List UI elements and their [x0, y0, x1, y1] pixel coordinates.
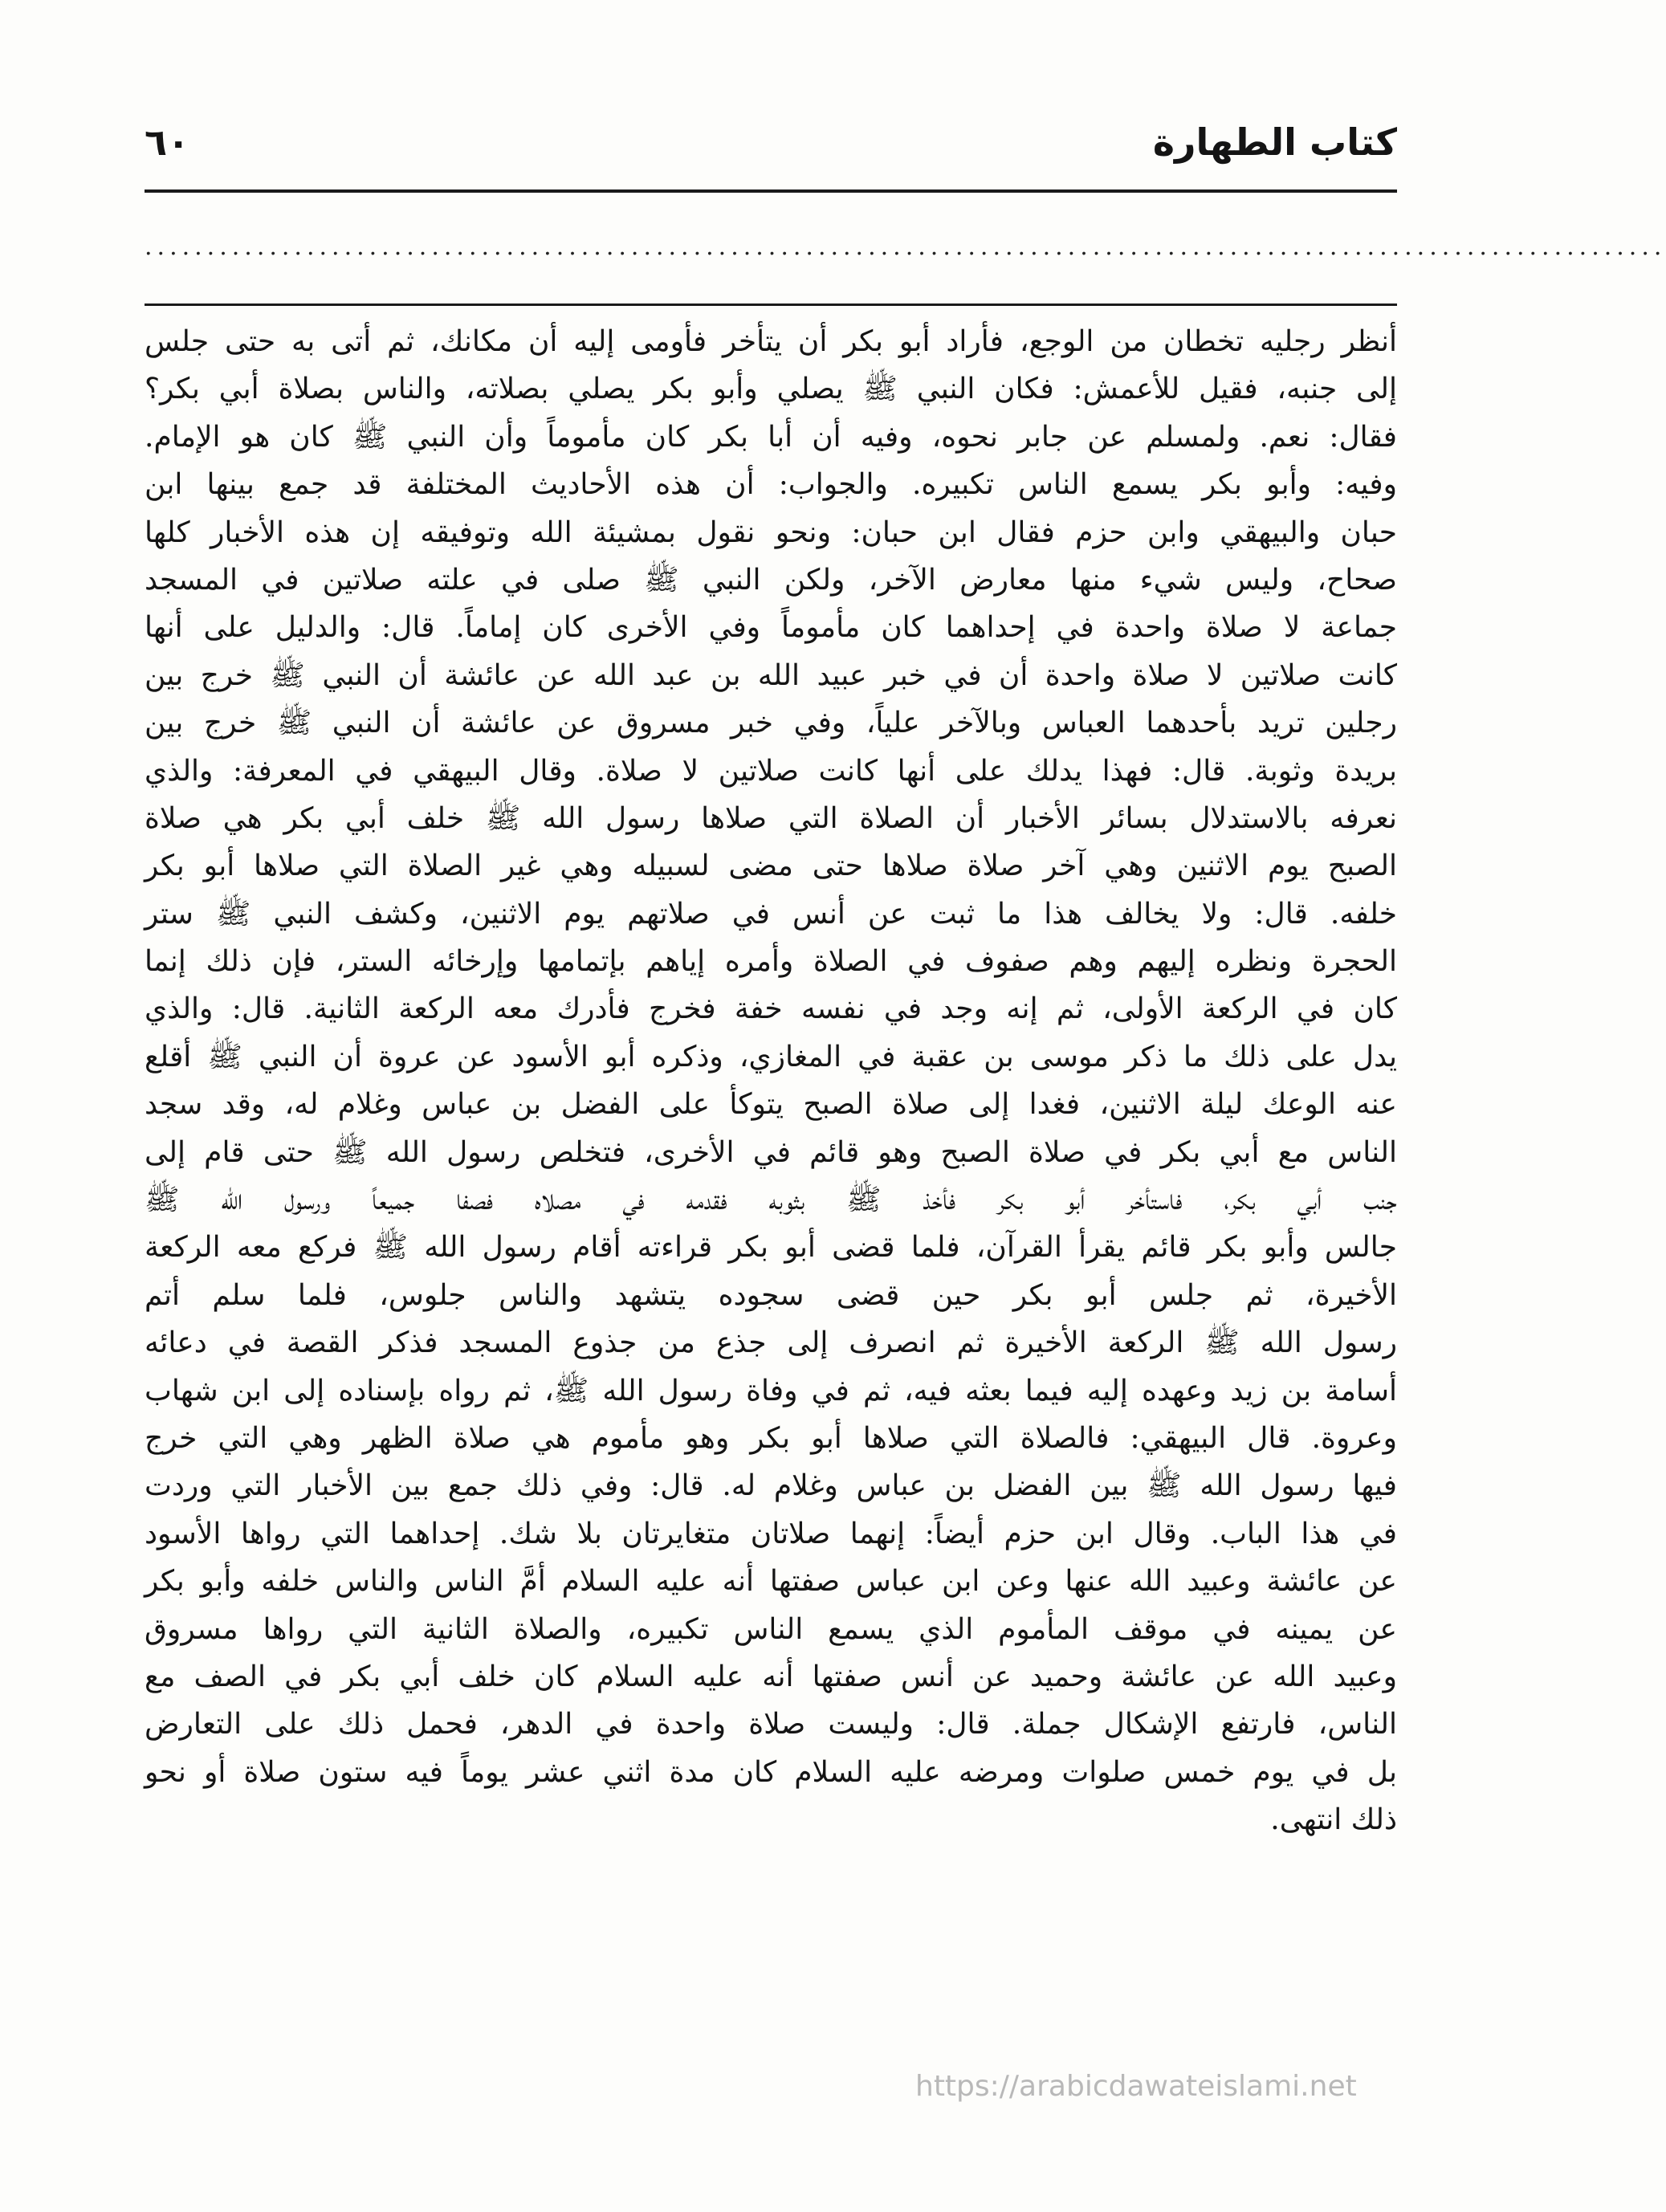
text-line: الأخيرة، ثم جلس أبو بكر حين قضى سجوده يتشهد والناس جلوس، فلما سلم أتم [145, 1278, 1397, 1312]
text-line: إلى جنبه، فقيل للأعمش: فكان النبي ﷺ يصلي وأبو بكر يصلي بصلاته، والناس بصلاة أبي بكر؟ [145, 373, 1397, 406]
text-line: الناس مع أبي بكر في صلاة الصبح وهو قائم في الأخرى، فتخلص رسول الله ﷺ حتى قام إلى [145, 1135, 1397, 1169]
text-line: جماعة لا صلاة واحدة في إحداهما كان مأموماً وفي الأخرى كان إماماً. قال: والدليل على أنها [145, 611, 1397, 645]
text-line: رجلين تريد بأحدهما العباس وبالآخر علياً، وفي خبر مسروق عن عائشة أن النبي ﷺ خرج بين [145, 707, 1397, 740]
text-line: جالس وأبو بكر قائم يقرأ القرآن، فلما قضى أبو بكر قراءته أقام رسول الله ﷺ فركع معه الركعة [145, 1231, 1397, 1265]
text-line: حبان والبيهقي وابن حزم فقال ابن حبان: ونحو نقول بمشيئة الله وتوفيقه إن هذه الأخبار كلها [145, 515, 1397, 549]
text-line: عن عائشة وعبيد الله عنها وعن ابن عباس صفتها أنه عليه السلام أمَّ الناس والناس خلفه وأبو بكر [145, 1565, 1397, 1599]
text-line: كان في الركعة الأولى، ثم إنه وجد في نفسه خفة فخرج فأدرك معه الركعة الثانية. قال: والذي [145, 992, 1397, 1026]
chapter-title: كتاب الطهارة [1152, 120, 1397, 164]
text-line: الحجرة ونظره إليهم وهم صفوف في الصلاة وأمره إياهم بإتمامها وإرخائه الستر، فإن ذلك إنما [145, 945, 1397, 979]
body-text [145, 318, 1397, 1844]
text-line: بل في يوم خمس صلوات ومرضه عليه السلام كان مدة اثني عشر يوماً فيه ستون صلاة أو نحو [145, 1755, 1397, 1789]
text-line: أنظر رجليه تخطان من الوجع، فأراد أبو بكر أن يتأخر فأومى إليه أن مكانك، ثم أتى به حتى جلس [145, 325, 1397, 358]
text-line: رسول الله ﷺ الركعة الأخيرة ثم انصرف إلى جذع من جذوع المسجد فذكر القصة في دعائه [145, 1326, 1397, 1360]
text-line: الناس، فارتفع الإشكال جملة. قال: وليست صلاة واحدة في الدهر، فحمل ذلك على التعارض [145, 1708, 1397, 1741]
text-line: الصبح يوم الاثنين وهي آخر صلاة صلاها حتى مضى لسبيله وهي غير الصلاة التي صلاها أبو بكر [145, 849, 1397, 883]
section-rule [145, 303, 1397, 306]
text-line: أسامة بن زيد وعهده إليه فيما بعثه فيه، ثم في وفاة رسول الله ﷺ، ثم رواه بإسناده إلى ابن شهاب [145, 1374, 1397, 1407]
header-rule [145, 189, 1397, 193]
text-line: صحاح، وليس شيء منها معارض الآخر، ولكن النبي ﷺ صلى في علته صلاتين في المسجد [145, 563, 1397, 597]
text-line: فقال: نعم. ولمسلم عن جابر نحوه، وفيه أن أبا بكر كان مأموماً وأن النبي ﷺ كان هو الإمام. [145, 420, 1397, 454]
text-line: في هذا الباب. وقال ابن حزم أيضاً: إنهما صلاتان متغايرتان بلا شك. إحداهما التي رواها الأسود [145, 1517, 1397, 1550]
text-line: عن يمينه في موقف المأموم الذي يسمع الناس تكبيره، والصلاة الثانية التي رواها مسروق [145, 1612, 1397, 1646]
page-header [145, 120, 1397, 185]
text-line: فيها رسول الله ﷺ بين الفضل بن عباس وغلام له. قال: وفي ذلك جمع بين الأخبار التي وردت [145, 1469, 1397, 1503]
text-line: يدل على ذلك ما ذكر موسى بن عقبة في المغازي، وذكره أبو الأسود عن عروة أن النبي ﷺ أقلع [145, 1040, 1397, 1073]
dotted-separator: .......................................................................................................................... [145, 233, 1666, 261]
text-line: بريدة وثوبة. قال: فهذا يدلك على أنها كانت صلاتين لا صلاة. وقال البيهقي في المعرفة: والذي [145, 754, 1397, 788]
text-line: عنه الوعك ليلة الاثنين، فغدا إلى صلاة الصبح يتوكأ على الفضل بن عباس وغلام له، وقد سجد [145, 1088, 1397, 1122]
text-line: وعبيد الله عن عائشة وحميد عن أنس صفتها أنه عليه السلام كان خلف أبي بكر في الصف مع [145, 1660, 1397, 1693]
text-line: جنب أبي بكر، فاستأخر أبو بكر فأخذ ﷺ بثوبه فقدمه في مصلاه فصفا جميعاً ورسول الله ﷺ [145, 1183, 1397, 1217]
text-line: نعرفه بالاستدلال بسائر الأخبار أن الصلاة التي صلاها رسول الله ﷺ خلف أبي بكر هي صلاة [145, 801, 1397, 835]
text-line: ذلك انتهى. [1270, 1803, 1397, 1837]
text-line: وفيه: وأبو بكر يسمع الناس تكبيره. والجواب: أن هذه الأحاديث المختلفة قد جمع بينها ابن [145, 468, 1397, 502]
page-number: ٦٠ [145, 120, 190, 164]
text-line: كانت صلاتين لا صلاة واحدة أن في خبر عبيد الله بن عبد الله عن عائشة أن النبي ﷺ خرج بين [145, 658, 1397, 692]
text-line: خلفه. قال: ولا يخالف هذا ما ثبت عن أنس في صلاتهم يوم الاثنين، وكشف النبي ﷺ ستر [145, 897, 1397, 931]
watermark: https://arabicdawateislami.net [915, 2070, 1357, 2103]
text-line: وعروة. قال البيهقي: فالصلاة التي صلاها أبو بكر وهو مأموم هي صلاة الظهر وهي التي خرج [145, 1421, 1397, 1455]
